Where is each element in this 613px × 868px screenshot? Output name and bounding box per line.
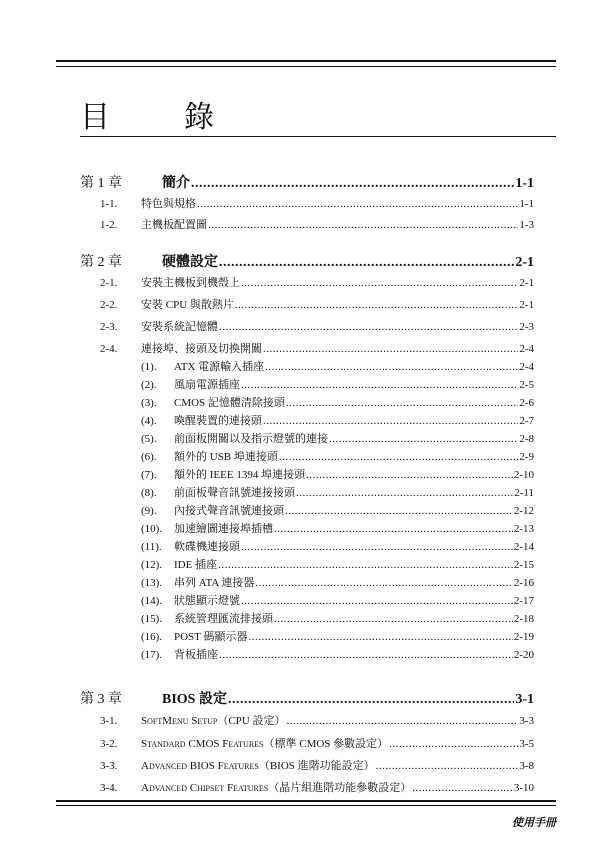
- leader-dots: [286, 397, 518, 409]
- leader-dots: [263, 343, 518, 355]
- chapter-label: 第 3 章: [80, 692, 122, 707]
- toc-subsection[interactable]: [141, 502, 534, 518]
- leader-dots: [265, 361, 518, 373]
- leader-dots: [376, 760, 519, 772]
- section-page: 3-5: [519, 738, 534, 750]
- subsection-title: 前面板開關以及指示燈號的連接: [174, 433, 328, 445]
- subsection-page: 2-18: [513, 613, 534, 625]
- page-title: 目 錄: [80, 101, 236, 134]
- section-number: 3-1.: [100, 715, 118, 727]
- leader-dots: [412, 782, 513, 794]
- section-number: 3-3.: [100, 760, 118, 772]
- leader-dots: [286, 715, 518, 727]
- section-number: 2-2.: [100, 299, 118, 311]
- toc-section[interactable]: [100, 216, 534, 232]
- section-title: 主機板配置圖: [141, 219, 207, 231]
- subsection-page: 2-17: [513, 595, 534, 607]
- top-rule-thin: [56, 66, 556, 67]
- toc-subsection[interactable]: [141, 592, 534, 608]
- toc-subsection[interactable]: [141, 628, 534, 644]
- section-number: 1-1.: [100, 198, 118, 210]
- subsection-page: 2-12: [513, 505, 534, 517]
- chapter-page: 3-1: [515, 692, 534, 707]
- toc-subsection[interactable]: [141, 520, 534, 536]
- leader-dots: [389, 738, 518, 750]
- subsection-title: 加速繪圖連接埠插槽: [174, 523, 273, 535]
- section-title: Standard CMOS Features（標準 CMOS 參數設定）: [141, 738, 389, 750]
- toc-subsection[interactable]: [141, 394, 534, 410]
- section-title: 安裝系統記憶體: [141, 321, 218, 333]
- bottom-rule-thin: [56, 805, 556, 806]
- section-page: 3-3: [519, 715, 534, 727]
- subsection-number: (16).: [141, 631, 163, 643]
- section-number: 3-4.: [100, 782, 118, 794]
- leader-dots: [306, 469, 513, 481]
- toc-subsection[interactable]: [141, 448, 534, 464]
- leader-dots: [219, 649, 513, 661]
- section-title: 安裝 CPU 與散熱片: [141, 299, 234, 311]
- footer-manual-label: 使用手冊: [512, 816, 556, 829]
- subsection-page: 2-9: [519, 451, 534, 463]
- toc-section[interactable]: [100, 735, 534, 751]
- subsection-title: 軟碟機連接頭: [174, 541, 240, 553]
- leader-dots: [191, 176, 514, 192]
- toc-subsection[interactable]: [141, 538, 534, 554]
- toc-section[interactable]: [100, 712, 534, 728]
- subsection-number: (2).: [141, 379, 157, 391]
- subsection-page: 2-5: [519, 379, 534, 391]
- toc-subsection[interactable]: [141, 556, 534, 572]
- subsection-page: 2-20: [513, 649, 534, 661]
- subsection-page: 2-10: [513, 469, 534, 481]
- chapter-page: 2-1: [515, 255, 534, 270]
- subsection-number: (13).: [141, 577, 163, 589]
- subsection-title: IDE 插座: [174, 559, 218, 571]
- toc-section[interactable]: [100, 274, 534, 290]
- subsection-number: (4).: [141, 415, 157, 427]
- toc-section[interactable]: [100, 757, 534, 773]
- leader-dots: [255, 577, 512, 589]
- toc-subsection[interactable]: [141, 484, 534, 500]
- subsection-title: 前面板聲音訊號連接接頭: [174, 487, 295, 499]
- subsection-title: 喚醒裝置的連接頭: [174, 415, 262, 427]
- subsection-title: 背板插座: [174, 649, 218, 661]
- section-number: 2-3.: [100, 321, 118, 333]
- subsection-title: 系統管理匯流排接頭: [174, 613, 273, 625]
- leader-dots: [263, 415, 518, 427]
- section-number: 1-2.: [100, 219, 118, 231]
- subsection-number: (1).: [141, 361, 157, 373]
- subsection-title: 內接式聲音訊號連接頭: [174, 505, 284, 517]
- subsection-number: (6).: [141, 451, 157, 463]
- top-rule-thick: [56, 60, 556, 62]
- subsection-number: (5).: [141, 433, 157, 445]
- subsection-title: 額外的 IEEE 1394 埠連接頭: [174, 469, 306, 481]
- subsection-number: (12).: [141, 559, 163, 571]
- subsection-page: 2-7: [519, 415, 534, 427]
- subsection-page: 2-4: [519, 361, 534, 373]
- leader-dots: [285, 505, 513, 517]
- subsection-title: ATX 電源輸入插座: [174, 361, 265, 373]
- section-page: 2-3: [519, 321, 534, 333]
- leader-dots: [329, 433, 518, 445]
- leader-dots: [219, 255, 514, 271]
- leader-dots: [241, 541, 513, 553]
- section-page: 3-8: [519, 760, 534, 772]
- subsection-number: (7).: [141, 469, 157, 481]
- subsection-number: (8).: [141, 487, 157, 499]
- subsection-number: (9).: [141, 505, 157, 517]
- subsection-title: 串列 ATA 連接器: [174, 577, 255, 589]
- section-title: 安裝主機板到機殼上: [141, 277, 240, 289]
- chapter-title: BIOS 設定: [162, 692, 227, 707]
- section-page: 3-10: [513, 782, 534, 794]
- toc-section[interactable]: [100, 296, 534, 312]
- subsection-title: 風扇電源插座: [174, 379, 240, 391]
- section-page: 1-1: [519, 198, 534, 210]
- toc-subsection[interactable]: [141, 466, 534, 482]
- leader-dots: [248, 631, 512, 643]
- subsection-page: 2-8: [519, 433, 534, 445]
- chapter-label: 第 2 章: [80, 255, 122, 270]
- subsection-number: (3).: [141, 397, 157, 409]
- subsection-number: (14).: [141, 595, 163, 607]
- section-title: Advanced Chipset Features（晶片組進階功能參數設定）: [141, 782, 412, 794]
- leader-dots: [296, 487, 513, 499]
- leader-dots: [279, 451, 518, 463]
- section-title: Advanced BIOS Features（BIOS 進階功能設定）: [141, 760, 375, 772]
- toc-section[interactable]: [100, 779, 534, 795]
- toc-section[interactable]: [100, 318, 534, 334]
- subsection-page: 2-13: [513, 523, 534, 535]
- leader-dots: [197, 198, 518, 210]
- subsection-page: 2-15: [513, 559, 534, 571]
- subsection-page: 2-16: [513, 577, 534, 589]
- leader-dots: [241, 595, 513, 607]
- leader-dots: [218, 559, 513, 571]
- section-page: 2-1: [519, 299, 534, 311]
- leader-dots: [235, 299, 518, 311]
- subsection-number: (10).: [141, 523, 163, 535]
- title-underline: [80, 136, 556, 137]
- toc-subsection[interactable]: [141, 358, 534, 374]
- section-title: SoftMenu Setup（CPU 設定）: [141, 715, 286, 727]
- subsection-number: (15).: [141, 613, 163, 625]
- toc-subsection[interactable]: [141, 610, 534, 626]
- subsection-number: (11).: [141, 541, 162, 553]
- section-page: 2-1: [519, 277, 534, 289]
- leader-dots: [208, 219, 518, 231]
- section-page: 2-4: [519, 343, 534, 355]
- toc-section[interactable]: [100, 340, 534, 356]
- subsection-title: 狀態顯示燈號: [174, 595, 240, 607]
- section-number: 3-2.: [100, 738, 118, 750]
- toc-section[interactable]: [100, 195, 534, 211]
- toc-chapter-3[interactable]: [80, 688, 534, 708]
- subsection-title: POST 碼顯示器: [174, 631, 248, 643]
- chapter-title: 簡介: [162, 176, 190, 191]
- subsection-title: 額外的 USB 埠連接頭: [174, 451, 278, 463]
- toc-subsection[interactable]: [141, 430, 534, 446]
- toc-subsection[interactable]: [141, 412, 534, 428]
- subsection-page: 2-6: [519, 397, 534, 409]
- section-page: 1-3: [519, 219, 534, 231]
- toc-chapter-1[interactable]: [80, 172, 534, 192]
- toc-subsection[interactable]: [141, 574, 534, 590]
- subsection-page: 2-19: [513, 631, 534, 643]
- section-title: 連接埠、接頭及切換開關: [141, 343, 262, 355]
- subsection-page: 2-14: [513, 541, 534, 553]
- chapter-title: 硬體設定: [162, 255, 218, 270]
- toc-subsection[interactable]: [141, 376, 534, 392]
- leader-dots: [219, 321, 518, 333]
- bottom-rule-thick: [56, 800, 556, 802]
- section-number: 2-1.: [100, 277, 118, 289]
- leader-dots: [241, 277, 518, 289]
- chapter-label: 第 1 章: [80, 176, 122, 191]
- chapter-page: 1-1: [515, 176, 534, 191]
- section-number: 2-4.: [100, 343, 118, 355]
- leader-dots: [274, 613, 513, 625]
- subsection-title: CMOS 記憶體清除接頭: [174, 397, 285, 409]
- leader-dots: [241, 379, 518, 391]
- subsection-number: (17).: [141, 649, 163, 661]
- leader-dots: [228, 692, 514, 708]
- section-title: 特色與規格: [141, 198, 196, 210]
- leader-dots: [274, 523, 513, 535]
- toc-subsection[interactable]: [141, 646, 534, 662]
- subsection-page: 2-11: [514, 487, 534, 499]
- toc-chapter-2[interactable]: [80, 251, 534, 271]
